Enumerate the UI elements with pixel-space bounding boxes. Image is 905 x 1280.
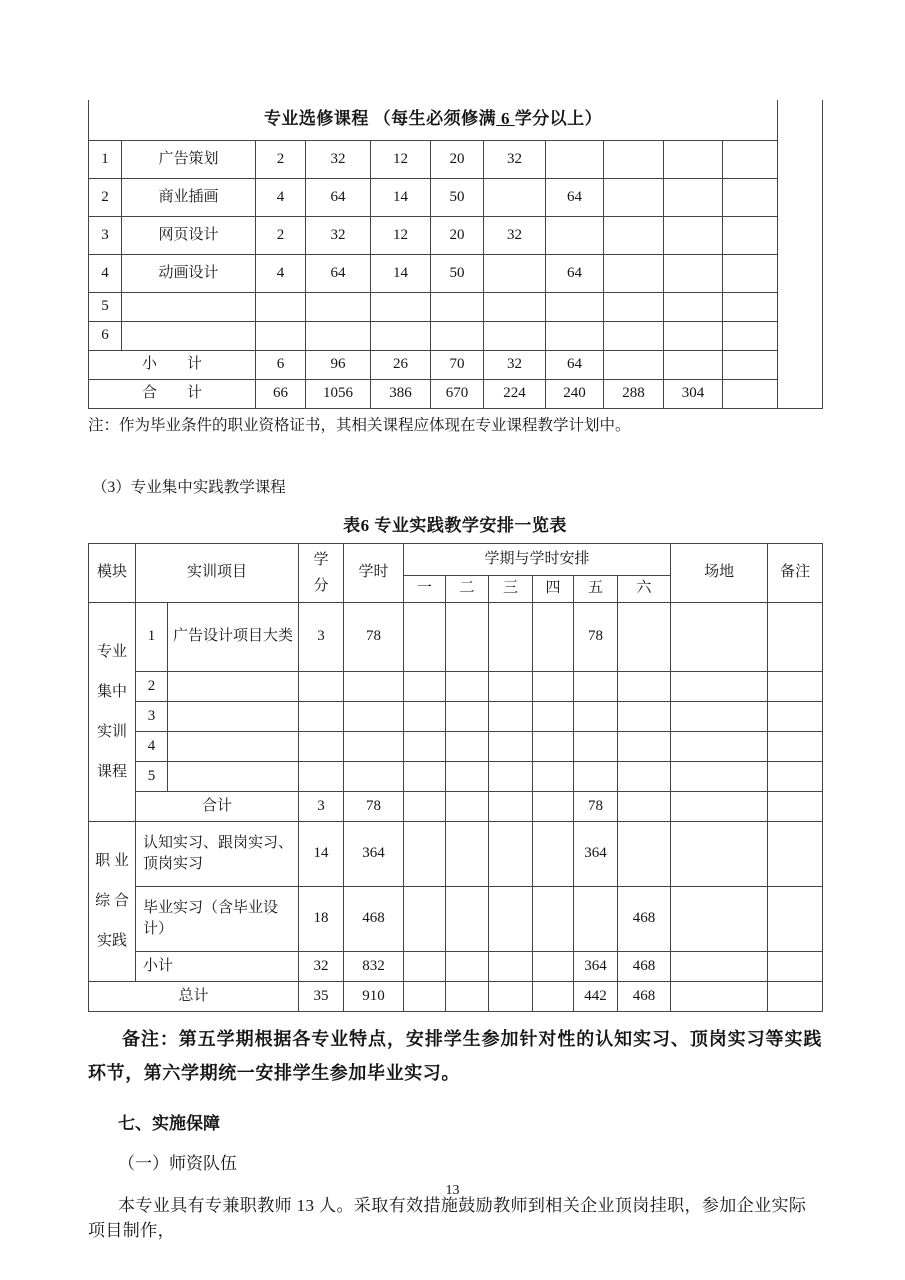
title-suffix: 学分以上）: [514, 109, 603, 129]
value-cell: 64: [546, 254, 604, 292]
site-cell: [671, 761, 768, 791]
subtotal-label: 小 计: [89, 350, 256, 379]
hours-cell: 832: [344, 951, 404, 981]
value-cell: [546, 216, 604, 254]
sem-cell: [618, 791, 671, 821]
hours-cell: 468: [344, 886, 404, 951]
row-number-cell: 6: [89, 321, 122, 350]
sem-cell: [404, 701, 446, 731]
value-cell: 32: [484, 350, 546, 379]
value-cell: [723, 292, 778, 321]
title-prefix: 专业选修课程 （每生必须修满: [263, 109, 497, 129]
row-number-cell: 5: [89, 292, 122, 321]
practice-teaching-table: [88, 543, 823, 1012]
site-cell: [671, 701, 768, 731]
sem-cell: [574, 731, 618, 761]
value-cell: 6: [256, 350, 306, 379]
grand-total-label: 总计: [89, 981, 299, 1011]
value-cell: [723, 140, 778, 178]
sem-cell: [533, 731, 574, 761]
sem-cell: [489, 951, 533, 981]
value-cell: [604, 216, 664, 254]
sem-cell: 364: [574, 821, 618, 886]
value-cell: [431, 321, 484, 350]
credit-cell: 3: [299, 602, 344, 671]
value-cell: 12: [371, 140, 431, 178]
sem-cell: [489, 821, 533, 886]
header-credit-line1: 学: [313, 551, 329, 568]
remark-cell: [768, 761, 823, 791]
sem-cell: [489, 701, 533, 731]
heading-faculty-team: （一）师资队伍: [118, 1153, 237, 1173]
row-number-cell: 1: [89, 140, 122, 178]
table-row: [89, 761, 823, 791]
value-cell: [604, 254, 664, 292]
value-cell: [664, 292, 723, 321]
hours-cell: [344, 731, 404, 761]
sem-cell: [404, 821, 446, 886]
value-cell: 1056: [306, 379, 371, 408]
site-cell: [671, 602, 768, 671]
sem-cell: [618, 731, 671, 761]
sem-cell: [446, 701, 489, 731]
remark-cell: [768, 701, 823, 731]
value-cell: [723, 178, 778, 216]
hours-cell: 910: [344, 981, 404, 1011]
sem-cell: [618, 602, 671, 671]
table-row: [89, 701, 823, 731]
title-blank-underline: 6: [496, 109, 515, 129]
sem-cell: [446, 671, 489, 701]
sem-cell: [446, 886, 489, 951]
course-name-cell: 商业插画: [122, 178, 256, 216]
sem-cell: [618, 821, 671, 886]
sem-cell: [446, 602, 489, 671]
sem-cell: [533, 701, 574, 731]
site-cell: [671, 671, 768, 701]
section-total-label: 合计: [136, 791, 299, 821]
semester-5: 五: [574, 575, 618, 602]
value-cell: 2: [256, 140, 306, 178]
sem-cell: 468: [618, 981, 671, 1011]
value-cell: [371, 292, 431, 321]
hours-cell: [344, 701, 404, 731]
header-site: 场地: [671, 543, 768, 602]
credit-cell: 3: [299, 791, 344, 821]
value-cell: 32: [306, 216, 371, 254]
outer-remark-column-cell: [778, 100, 823, 408]
sem-cell: [489, 731, 533, 761]
sem-cell: [574, 701, 618, 731]
row-number-cell: 2: [89, 178, 122, 216]
hours-cell: 78: [344, 791, 404, 821]
header-project: 实训项目: [136, 543, 299, 602]
sem-cell: [489, 602, 533, 671]
value-cell: 64: [306, 178, 371, 216]
sem-cell: [404, 886, 446, 951]
credit-cell: 18: [299, 886, 344, 951]
sem-cell: [533, 981, 574, 1011]
value-cell: [484, 254, 546, 292]
row-number-cell: 3: [89, 216, 122, 254]
sem-cell: [404, 981, 446, 1011]
remark-paragraph: 备注：第五学期根据各专业特点，安排学生参加针对性的认知实习、顶岗实习等实践环节，第六学期统一安排学生参加毕业实习。: [88, 1028, 822, 1083]
value-cell: 224: [484, 379, 546, 408]
remark-cell: [768, 886, 823, 951]
value-cell: 32: [306, 140, 371, 178]
sem-cell: [404, 731, 446, 761]
value-cell: [604, 292, 664, 321]
value-cell: [664, 140, 723, 178]
sem-cell: [618, 671, 671, 701]
grand-total-row: [89, 981, 823, 1011]
hours-cell: 364: [344, 821, 404, 886]
value-cell: 32: [484, 216, 546, 254]
elective-course-table: [88, 100, 823, 409]
table-row: [89, 602, 823, 671]
value-cell: [546, 292, 604, 321]
project-name-cell: 毕业实习（含毕业设计）: [136, 886, 299, 951]
value-cell: 50: [431, 178, 484, 216]
value-cell: [604, 350, 664, 379]
header-module: 模块: [89, 543, 136, 602]
section-total-row: [89, 791, 823, 821]
row-number-cell: 3: [136, 701, 168, 731]
row-number-cell: 4: [89, 254, 122, 292]
value-cell: 64: [306, 254, 371, 292]
value-cell: 386: [371, 379, 431, 408]
table-row: [89, 292, 823, 321]
sem-cell: 442: [574, 981, 618, 1011]
page-content: [88, 0, 822, 1241]
remark-cell: [768, 671, 823, 701]
hours-cell: 78: [344, 602, 404, 671]
remark-cell: [768, 981, 823, 1011]
value-cell: 66: [256, 379, 306, 408]
sem-cell: 364: [574, 951, 618, 981]
credit-cell: [299, 701, 344, 731]
sem-cell: [489, 761, 533, 791]
header-semester-group: 学期与学时安排: [404, 543, 671, 575]
remark-cell: [768, 791, 823, 821]
project-name-cell: [168, 701, 299, 731]
value-cell: 50: [431, 254, 484, 292]
value-cell: [664, 321, 723, 350]
semester-4: 四: [533, 575, 574, 602]
hours-cell: [344, 761, 404, 791]
value-cell: [664, 178, 723, 216]
sem-cell: [489, 791, 533, 821]
table-row: [89, 140, 823, 178]
sem-cell: [533, 951, 574, 981]
credit-cell: 14: [299, 821, 344, 886]
sem-cell: [446, 821, 489, 886]
value-cell: 14: [371, 178, 431, 216]
header-credit: [299, 543, 344, 602]
site-cell: [671, 951, 768, 981]
heading-implementation-guarantee: 七、实施保障: [118, 1113, 220, 1133]
sem-cell: [404, 602, 446, 671]
value-cell: [484, 321, 546, 350]
sem-cell: 78: [574, 602, 618, 671]
site-cell: [671, 791, 768, 821]
value-cell: 12: [371, 216, 431, 254]
value-cell: [546, 321, 604, 350]
value-cell: [484, 292, 546, 321]
sem-cell: [533, 791, 574, 821]
project-name-cell: 认知实习、跟岗实习、顶岗实习: [136, 821, 299, 886]
semester-1: 一: [404, 575, 446, 602]
course-name-cell: 网页设计: [122, 216, 256, 254]
value-cell: [256, 292, 306, 321]
sem-cell: [533, 761, 574, 791]
sem-cell: [404, 951, 446, 981]
sem-cell: [533, 886, 574, 951]
sem-cell: 468: [618, 951, 671, 981]
value-cell: 32: [484, 140, 546, 178]
credit-cell: 35: [299, 981, 344, 1011]
value-cell: [546, 140, 604, 178]
table6-caption: 表6 专业实践教学安排一览表: [343, 515, 567, 535]
remark-cell: [768, 821, 823, 886]
subtotal-label: 小计: [136, 951, 299, 981]
header-row: [89, 543, 823, 575]
value-cell: [664, 350, 723, 379]
value-cell: 26: [371, 350, 431, 379]
sem-cell: [446, 731, 489, 761]
sem-cell: [574, 671, 618, 701]
footnote: 注：作为毕业条件的职业资格证书，其相关课程应体现在专业课程教学计划中。: [88, 416, 631, 434]
project-name-cell: [168, 731, 299, 761]
section-heading: （3）专业集中实践教学课程: [92, 478, 286, 496]
value-cell: 304: [664, 379, 723, 408]
module-cell-comprehensive-practice: 职 业 综 合 实践: [89, 821, 136, 981]
table-row: [89, 886, 823, 951]
value-cell: [723, 321, 778, 350]
header-credit-line2: 分: [313, 577, 329, 594]
sem-cell: [404, 671, 446, 701]
value-cell: [431, 292, 484, 321]
semester-6: 六: [618, 575, 671, 602]
value-cell: [604, 178, 664, 216]
module-cell-practical-training: 专业 集中 实训 课程: [89, 602, 136, 821]
subtotal-row: [89, 350, 823, 379]
row-number-cell: 5: [136, 761, 168, 791]
hours-cell: [344, 671, 404, 701]
table-row: [89, 321, 823, 350]
table-row: [89, 731, 823, 761]
sem-cell: [574, 761, 618, 791]
course-name-cell: [122, 292, 256, 321]
table-row: [89, 671, 823, 701]
header-remark: 备注: [768, 543, 823, 602]
subtotal-row: [89, 951, 823, 981]
value-cell: 2: [256, 216, 306, 254]
value-cell: [371, 321, 431, 350]
value-cell: [256, 321, 306, 350]
value-cell: [306, 292, 371, 321]
sem-cell: 468: [618, 886, 671, 951]
course-name-cell: [122, 321, 256, 350]
sem-cell: [404, 791, 446, 821]
site-cell: [671, 886, 768, 951]
semester-2: 二: [446, 575, 489, 602]
value-cell: [723, 350, 778, 379]
value-cell: 70: [431, 350, 484, 379]
sem-cell: [489, 886, 533, 951]
sem-cell: [446, 791, 489, 821]
value-cell: [604, 321, 664, 350]
credit-cell: 32: [299, 951, 344, 981]
value-cell: 20: [431, 140, 484, 178]
page-number: 13: [445, 1183, 460, 1198]
sem-cell: 78: [574, 791, 618, 821]
sem-cell: [446, 951, 489, 981]
table-row: [89, 254, 823, 292]
sem-cell: [446, 761, 489, 791]
semester-3: 三: [489, 575, 533, 602]
value-cell: 64: [546, 178, 604, 216]
project-name-cell: [168, 761, 299, 791]
value-cell: [664, 216, 723, 254]
value-cell: 4: [256, 254, 306, 292]
value-cell: 670: [431, 379, 484, 408]
site-cell: [671, 981, 768, 1011]
credit-cell: [299, 731, 344, 761]
row-number-cell: 4: [136, 731, 168, 761]
credit-cell: [299, 761, 344, 791]
row-number-cell: 2: [136, 671, 168, 701]
body-paragraph: 本专业具有专兼职教师 13 人。采取有效措施鼓励教师到相关企业顶岗挂职，参加企业实际项目制作，: [88, 1195, 807, 1240]
table-row: [89, 821, 823, 886]
value-cell: [723, 379, 778, 408]
value-cell: 14: [371, 254, 431, 292]
course-name-cell: 广告策划: [122, 140, 256, 178]
sem-cell: [489, 671, 533, 701]
elective-title-row: [89, 100, 823, 140]
sem-cell: [618, 701, 671, 731]
value-cell: [664, 254, 723, 292]
value-cell: 288: [604, 379, 664, 408]
sem-cell: [446, 981, 489, 1011]
value-cell: 64: [546, 350, 604, 379]
remark-cell: [768, 602, 823, 671]
value-cell: [484, 178, 546, 216]
site-cell: [671, 821, 768, 886]
credit-cell: [299, 671, 344, 701]
elective-table-title: [89, 100, 778, 140]
total-label: 合 计: [89, 379, 256, 408]
value-cell: 240: [546, 379, 604, 408]
sem-cell: [533, 671, 574, 701]
value-cell: 96: [306, 350, 371, 379]
sem-cell: [533, 821, 574, 886]
table-row: [89, 178, 823, 216]
remark-cell: [768, 731, 823, 761]
value-cell: [723, 216, 778, 254]
remark-cell: [768, 951, 823, 981]
value-cell: 4: [256, 178, 306, 216]
row-number-cell: 1: [136, 602, 168, 671]
sem-cell: [533, 602, 574, 671]
value-cell: [723, 254, 778, 292]
project-name-cell: [168, 671, 299, 701]
sem-cell: [404, 761, 446, 791]
course-name-cell: 动画设计: [122, 254, 256, 292]
value-cell: [306, 321, 371, 350]
sem-cell: [618, 761, 671, 791]
table-row: [89, 216, 823, 254]
value-cell: 20: [431, 216, 484, 254]
value-cell: [604, 140, 664, 178]
sem-cell: [574, 886, 618, 951]
project-name-cell: 广告设计项目大类: [168, 602, 299, 671]
site-cell: [671, 731, 768, 761]
sem-cell: [489, 981, 533, 1011]
total-row: [89, 379, 823, 408]
header-hours: 学时: [344, 543, 404, 602]
